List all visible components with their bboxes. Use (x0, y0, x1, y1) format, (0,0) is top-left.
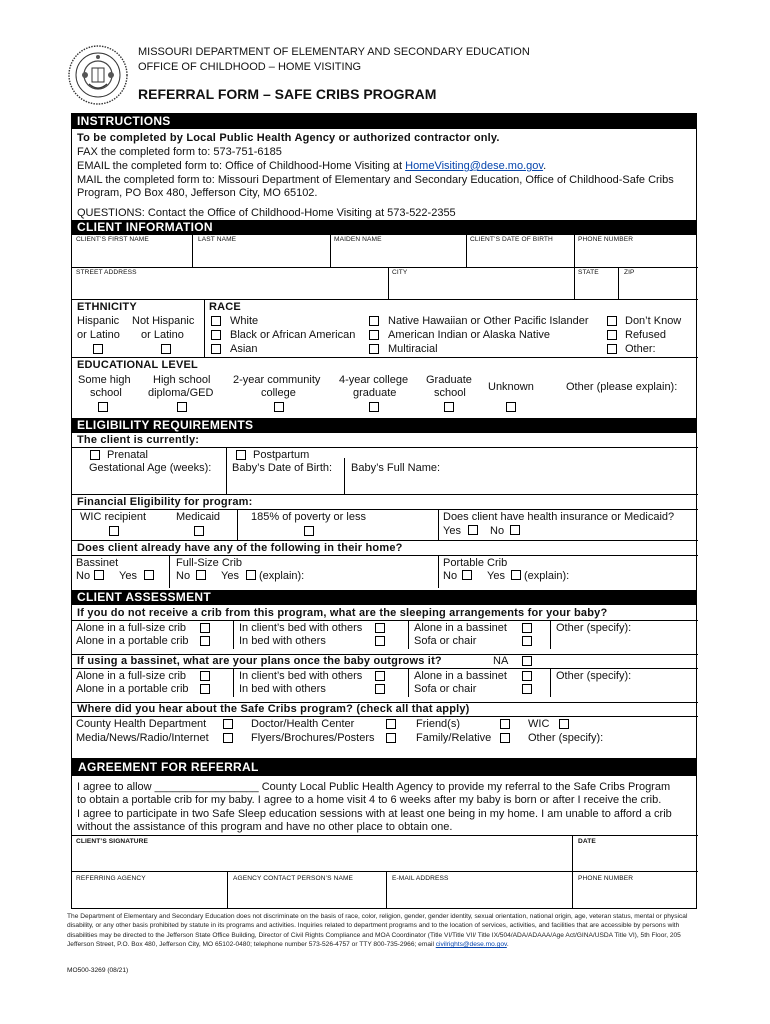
q1-bed-others-label: In bed with others (239, 635, 326, 647)
date-label: DATE (578, 838, 596, 845)
maiden-name-label: MAIDEN NAME (334, 236, 382, 243)
edu-2yr-checkbox[interactable] (274, 402, 284, 412)
office-name: OFFICE OF CHILDHOOD – HOME VISITING (138, 61, 362, 73)
edu-some-hs-label-2: school (90, 387, 122, 399)
src-county-label: County Health Department (76, 718, 207, 730)
zip-label: ZIP (624, 269, 635, 276)
hispanic-label: Hispanic (77, 315, 120, 327)
src-friend-label: Friend(s) (416, 718, 461, 730)
questions-line: QUESTIONS: Contact the Office of Childhood-Home Visiting at 573-522-2355 (77, 207, 456, 219)
not-hispanic-label: Not Hispanic (132, 315, 195, 327)
race-refused-label: Refused (625, 329, 666, 341)
q2-other-label: Other (specify): (556, 670, 632, 682)
full-crib-label: Full-Size Crib (176, 557, 243, 569)
q1-sofa-label: Sofa or chair (414, 635, 477, 647)
portable-crib-no-checkbox[interactable] (462, 570, 472, 580)
q1-portable-checkbox[interactable] (200, 636, 210, 646)
postpartum-label: Postpartum (253, 449, 310, 461)
q2-full-crib-checkbox[interactable] (200, 671, 210, 681)
mail-line: MAIL the completed form to: Missouri Department of Elementary and Secondary Education, Office of Childhood-Safe Cribs (77, 174, 674, 186)
race-asian-checkbox[interactable] (211, 344, 221, 354)
q1-client-bed-label: In client’s bed with others (239, 622, 363, 634)
edu-grad-label-2: school (434, 387, 466, 399)
bassinet-plan-question: If using a bassinet, what are your plans once the baby outgrows it? (77, 655, 442, 667)
q1-full-crib-checkbox[interactable] (200, 623, 210, 633)
bassinet-yes-checkbox[interactable] (144, 570, 154, 580)
city-label: CITY (392, 269, 408, 276)
edu-2yr-label-2: college (261, 387, 296, 399)
src-other-label: Other (specify): (528, 732, 604, 744)
missouri-seal-logo (67, 44, 129, 106)
medicaid-label: Medicaid (176, 511, 221, 523)
referral-form (71, 113, 697, 909)
agency-phone-label: PHONE NUMBER (578, 875, 634, 882)
email-line: EMAIL the completed form to: Office of Childhood-Home Visiting at HomeVisiting@dese.mo.gov. (77, 160, 547, 172)
race-nhpi-checkbox[interactable] (369, 316, 379, 326)
poverty-checkbox[interactable] (304, 526, 314, 536)
bassinet-label: Bassinet (76, 557, 119, 569)
q2-bassinet-label: Alone in a bassinet (414, 670, 507, 682)
last-name-label: LAST NAME (198, 236, 237, 243)
race-aian-checkbox[interactable] (369, 330, 379, 340)
edu-4yr-checkbox[interactable] (369, 402, 379, 412)
q2-portable-checkbox[interactable] (200, 684, 210, 694)
q2-bed-others-label: In bed with others (239, 683, 326, 695)
full-crib-no-label: No (176, 570, 191, 582)
postpartum-checkbox[interactable] (236, 450, 246, 460)
agreement-heading: AGREEMENT FOR REFERRAL (72, 758, 696, 776)
portable-crib-yes-label: Yes (487, 570, 505, 582)
nondiscrimination-statement: The Department of Elementary and Secondary Education does not discriminate on the basis of race, color, religion, gender, gender identity, sexual orientation, national origin, age, veteran status, mental or physical disability, or any other basis prohibited by statute in its programs and activities. Inquiries related to department programs and to the location of services, activities, and facilities that are accessible by persons with disabilities may be directed to the Jefferson State Office Building, Director of Civil Rights Compliance and MOA Coordinator (Title VI/Title VII/ Title IX/504/ADA/ADAAA/Age Act/GINA/USDA Title VI), 5th Floor, 205 Jefferson Street, P.O. Box 480, Jefferson City, MO 65102-0480; telephone number 573-526-4757 or TTY 800-735-2966; email civilrights@dese.mo.gov. (67, 913, 688, 948)
src-flyers-label: Flyers/Brochures/Posters (251, 732, 375, 744)
q2-bassinet-checkbox[interactable] (522, 671, 532, 681)
edu-hs-label-2: diploma/GED (148, 387, 214, 399)
src-family-checkbox[interactable] (500, 733, 510, 743)
q1-bassinet-checkbox[interactable] (522, 623, 532, 633)
hispanic-label-2: or Latino (77, 329, 120, 341)
insurance-question: Does client have health insurance or Medicaid? (443, 511, 675, 523)
race-other-label: Other: (625, 343, 656, 355)
not-hispanic-checkbox[interactable] (161, 344, 171, 354)
department-name: MISSOURI DEPARTMENT OF ELEMENTARY AND SECONDARY EDUCATION (138, 46, 530, 58)
edu-some-hs-label: Some high (78, 374, 131, 386)
src-wic-label: WIC (528, 718, 550, 730)
phone-label: PHONE NUMBER (578, 236, 634, 243)
race-asian-label: Asian (230, 343, 258, 355)
race-nhpi-label: Native Hawaiian or Other Pacific Islander (388, 315, 589, 327)
client-currently-label: The client is currently: (77, 434, 200, 446)
race-multiracial-checkbox[interactable] (369, 344, 379, 354)
edu-grad-checkbox[interactable] (444, 402, 454, 412)
q2-sofa-label: Sofa or chair (414, 683, 477, 695)
poverty-label: 185% of poverty or less (251, 511, 366, 523)
eligibility-heading: ELIGIBILITY REQUIREMENTS (72, 418, 696, 433)
contact-person-label: AGENCY CONTACT PERSON’S NAME (233, 875, 354, 882)
education-heading: EDUCATIONAL LEVEL (77, 359, 198, 371)
q1-portable-label: Alone in a portable crib (76, 635, 189, 647)
src-doctor-checkbox[interactable] (386, 719, 396, 729)
q2-client-bed-label: In client’s bed with others (239, 670, 363, 682)
src-friend-checkbox[interactable] (500, 719, 510, 729)
prenatal-label: Prenatal (107, 449, 148, 461)
src-flyers-checkbox[interactable] (386, 733, 396, 743)
baby-dob-label: Baby’s Date of Birth: (232, 462, 333, 474)
email-address-label: E-MAIL ADDRESS (392, 875, 449, 882)
agreement-text-3: I agree to participate in two Safe Sleep education sessions with at least one being in my home. I am unable to afford a crib (77, 808, 672, 820)
assessment-heading: CLIENT ASSESSMENT (72, 590, 696, 605)
bassinet-no-checkbox[interactable] (94, 570, 104, 580)
src-media-label: Media/News/Radio/Internet (76, 732, 209, 744)
edu-2yr-label: 2-year community (233, 374, 321, 386)
insurance-yes-checkbox[interactable] (468, 525, 478, 535)
financial-eligibility-label: Financial Eligibility for program: (77, 496, 253, 508)
q1-bed-others-checkbox[interactable] (375, 636, 385, 646)
ethnicity-heading: ETHNICITY (77, 301, 137, 313)
homevisiting-email-link[interactable]: HomeVisiting@dese.mo.gov (405, 160, 544, 172)
gestational-age-label: Gestational Age (weeks): (89, 462, 212, 474)
insurance-yes-label: Yes (443, 525, 461, 537)
src-family-label: Family/Relative (416, 732, 492, 744)
edu-some-hs-checkbox[interactable] (98, 402, 108, 412)
q2-full-crib-label: Alone in a full-size crib (76, 670, 187, 682)
wic-checkbox[interactable] (109, 526, 119, 536)
race-black-checkbox[interactable] (211, 330, 221, 340)
fax-line: FAX the completed form to: 573-751-6185 (77, 146, 282, 158)
portable-crib-label: Portable Crib (443, 557, 508, 569)
q2-sofa-checkbox[interactable] (522, 684, 532, 694)
full-crib-explain-label: (explain): (259, 570, 305, 582)
edu-unknown-label: Unknown (488, 381, 534, 393)
edu-4yr-label-2: graduate (353, 387, 397, 399)
edu-grad-label: Graduate (426, 374, 472, 386)
race-aian-label: American Indian or Alaska Native (388, 329, 551, 341)
edu-other-label: Other (please explain): (566, 381, 678, 393)
edu-hs-checkbox[interactable] (177, 402, 187, 412)
q1-client-bed-checkbox[interactable] (375, 623, 385, 633)
q2-portable-label: Alone in a portable crib (76, 683, 189, 695)
edu-hs-label: High school (153, 374, 211, 386)
src-wic-checkbox[interactable] (559, 719, 569, 729)
street-label: STREET ADDRESS (76, 269, 137, 276)
full-crib-yes-checkbox[interactable] (246, 570, 256, 580)
portable-crib-yes-checkbox[interactable] (511, 570, 521, 580)
bassinet-yes-label: Yes (119, 570, 137, 582)
full-crib-no-checkbox[interactable] (196, 570, 206, 580)
edu-4yr-label: 4-year college (339, 374, 409, 386)
prenatal-checkbox[interactable] (90, 450, 100, 460)
baby-name-label: Baby’s Full Name: (351, 462, 441, 474)
portable-crib-no-label: No (443, 570, 458, 582)
instructions-line: To be completed by Local Public Health Agency or authorized contractor only. (77, 132, 500, 144)
race-other-checkbox[interactable] (607, 344, 617, 354)
race-heading: RACE (209, 301, 241, 313)
home-items-question: Does client already have any of the following in their home? (77, 542, 403, 554)
agreement-text-1: I agree to allow _________________ County Local Public Health Agency to provide my referral to the Safe Cribs Program (77, 781, 671, 793)
race-dont-know-label: Don’t Know (625, 315, 682, 327)
state-label: STATE (578, 269, 599, 276)
race-white-checkbox[interactable] (211, 316, 221, 326)
dob-label: CLIENT’S DATE OF BIRTH (470, 236, 553, 243)
insurance-no-label: No (490, 525, 505, 537)
first-name-label: CLIENT’S FIRST NAME (76, 236, 149, 243)
q1-bassinet-label: Alone in a bassinet (414, 622, 507, 634)
agreement-text-4: without the assistance of this program and have no other place to obtain one. (77, 821, 453, 833)
race-white-label: White (230, 315, 259, 327)
medicaid-checkbox[interactable] (194, 526, 204, 536)
race-black-label: Black or African American (230, 329, 356, 341)
q2-bed-others-checkbox[interactable] (375, 684, 385, 694)
src-county-checkbox[interactable] (223, 719, 233, 729)
src-media-checkbox[interactable] (223, 733, 233, 743)
not-hispanic-label-2: or Latino (141, 329, 184, 341)
civil-rights-email-link[interactable]: civilrights@dese.mo.gov (435, 940, 507, 948)
hispanic-checkbox[interactable] (93, 344, 103, 354)
q1-full-crib-label: Alone in a full-size crib (76, 622, 187, 634)
form-number: MO500-3269 (08/21) (67, 967, 129, 974)
edu-unknown-checkbox[interactable] (506, 402, 516, 412)
signature-label: CLIENT’S SIGNATURE (76, 838, 149, 845)
race-dont-know-checkbox[interactable] (607, 316, 617, 326)
mail-line-2: Program, PO Box 480, Jefferson City, MO 65102. (77, 187, 318, 199)
instructions-heading: INSTRUCTIONS (72, 114, 696, 129)
src-doctor-label: Doctor/Health Center (251, 718, 355, 730)
sleeping-question: If you do not receive a crib from this program, what are the sleeping arrangements for your baby? (77, 607, 608, 619)
page-title: REFERRAL FORM – SAFE CRIBS PROGRAM (138, 86, 437, 102)
q1-sofa-checkbox[interactable] (522, 636, 532, 646)
wic-label: WIC recipient (80, 511, 147, 523)
insurance-no-checkbox[interactable] (510, 525, 520, 535)
full-crib-yes-label: Yes (221, 570, 239, 582)
race-multiracial-label: Multiracial (388, 343, 438, 355)
referral-source-question: Where did you hear about the Safe Cribs program? (check all that apply) (77, 703, 470, 715)
referring-agency-label: REFERRING AGENCY (76, 875, 146, 882)
q1-other-label: Other (specify): (556, 622, 632, 634)
client-info-heading: CLIENT INFORMATION (72, 220, 696, 235)
race-refused-checkbox[interactable] (607, 330, 617, 340)
na-label: NA (493, 655, 509, 667)
na-checkbox[interactable] (522, 656, 532, 666)
portable-crib-explain-label: (explain): (524, 570, 570, 582)
bassinet-no-label: No (76, 570, 91, 582)
q2-client-bed-checkbox[interactable] (375, 671, 385, 681)
agreement-text-2: to obtain a portable crib for my baby. I agree to a home visit 4 to 6 weeks after my baby is born or after I receive the crib. (77, 794, 662, 806)
